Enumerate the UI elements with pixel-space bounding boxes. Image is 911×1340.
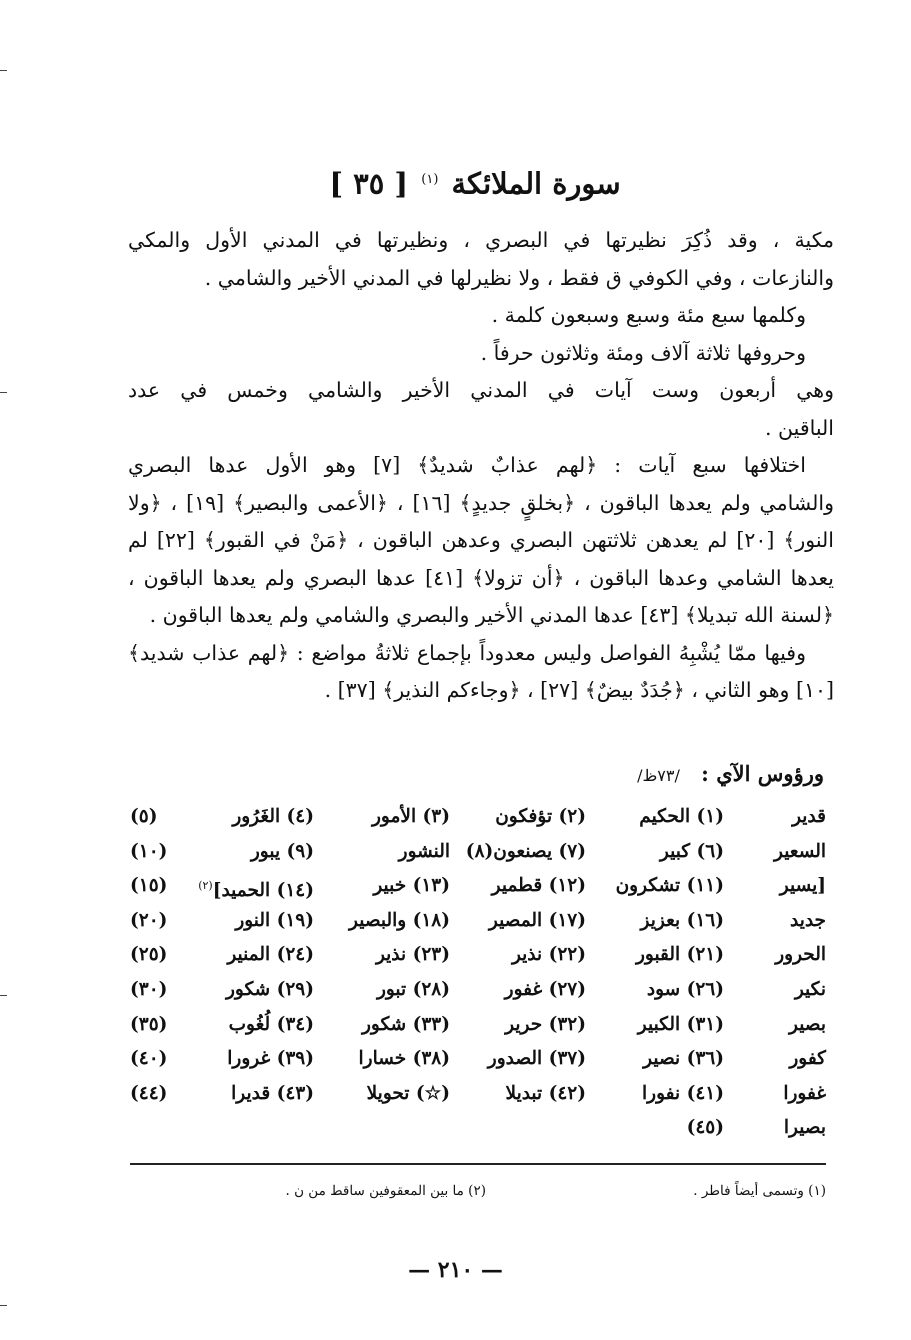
table-row — [130, 869, 826, 904]
margin-tick — [0, 392, 7, 393]
intro-line: الباقين . — [765, 415, 834, 440]
table-row — [130, 973, 826, 1008]
table-row — [130, 904, 826, 939]
table-cell: (٤٣) قديرا — [231, 1082, 314, 1104]
table-cell: (٢٨) تبور — [376, 978, 450, 1000]
table-cell: (٢٤) المنير — [227, 944, 314, 966]
table-cell: (٣٩) غرورا — [227, 1048, 314, 1070]
table-cell: (١٠) — [130, 840, 168, 862]
table-cell: (٢٠) — [130, 909, 168, 931]
table-cell: النشور — [398, 840, 450, 862]
intro-line: وهي أربعون وست آيات في المدني الأخير والشامي وخمس في عدد — [128, 378, 834, 402]
intro-line: والنازعات ، وفي الكوفي ق فقط ، ولا نظيرلها في المدني الأخير والشامي . — [204, 265, 834, 290]
table-cell: [يسير — [779, 875, 826, 897]
table-cell: الحرور — [775, 944, 826, 966]
intro-line: [١٠] وهو الثاني ، ﴿جُدَدٌ بيضٌ﴾ [٢٧] ، ﴿وجاءكم النذير﴾ [٣٧] . — [324, 678, 834, 702]
table-cell: (١٣) خبير — [373, 875, 450, 897]
table-cell: (٣١) الكبير — [637, 1013, 724, 1035]
table-cell: (٤٤) — [130, 1082, 168, 1104]
margin-tick — [0, 1305, 7, 1306]
table-row — [130, 1077, 826, 1112]
manuscript-folio-marker: /٧٣ظ/ — [637, 766, 680, 785]
table-row — [130, 1111, 826, 1146]
table-cell: (٣٤) لُغُوب — [228, 1013, 314, 1035]
table-cell: (٢٣) نذير — [375, 944, 450, 966]
surah-title-text: سورة الملائكة — [451, 166, 621, 201]
table-cell: (٤٠) — [130, 1048, 168, 1070]
table-cell: (١) الحكيم — [639, 806, 724, 827]
table-row — [130, 1008, 826, 1043]
table-row — [130, 938, 826, 973]
table-cell: (٤٢) تبديلا — [505, 1082, 586, 1104]
intro-line: اختلافها سبع آيات : ﴿لهم عذابٌ شديدٌ﴾ [٧] وهو الأول عدها البصري — [128, 453, 806, 477]
intro-line: يعدها الشامي وعدها الباقون ، ﴿أن تزولا﴾ [٤١] عدها البصري ولم يعدها الباقون ، — [128, 565, 834, 590]
table-cell: (١٨) والبصير — [349, 909, 450, 931]
table-cell: السعير — [774, 840, 826, 862]
table-cell: جديد — [789, 909, 826, 931]
table-cell: (٢٧) غفور — [504, 978, 586, 1000]
table-cell: (٣٢) حرير — [505, 1013, 586, 1035]
table-cell: (١١) تشكرون — [615, 875, 724, 897]
footnote: (١) وتسمى أيضاً فاطر . — [693, 1183, 826, 1199]
table-cell: (١٩) النور — [235, 909, 314, 931]
table-cell: (١٢) قطمير — [491, 875, 586, 897]
table-cell: (٢٩) شكور — [225, 978, 314, 1000]
intro-line: النور﴾ [٢٠] لم يعدهن ثلاثتهن البصري وعدهن الباقون ، ﴿مَنْ في القبور﴾ [٢٢] لم — [128, 528, 834, 552]
table-cell: بصير — [789, 1013, 826, 1035]
intro-line: ﴿لسنة الله تبديلا﴾ [٤٣] عدها المدني الأخير والبصري والشامي ولم يعدها الباقون . — [149, 603, 834, 627]
surah-number: [ ٣٥ ] — [329, 166, 409, 201]
table-cell: (٦) كبير — [659, 840, 724, 862]
verse-footnote-ref: (٢) — [198, 879, 213, 893]
table-cell: بصيرا — [783, 1117, 826, 1139]
table-cell: (٢٦) سود — [646, 978, 724, 1000]
table-row — [130, 835, 826, 870]
table-row — [130, 800, 826, 835]
table-cell: نكير — [794, 978, 826, 1000]
table-cell: (٣٥) — [130, 1013, 168, 1035]
table-cell: (٤) الغَرُور — [232, 806, 314, 827]
table-cell: كفور — [789, 1048, 826, 1070]
table-cell: (٣٣) شكور — [361, 1013, 450, 1035]
intro-line: وكلمها سبع مئة وسبع وسبعون كلمة . — [491, 303, 806, 327]
table-cell: (٢) تؤفكون — [495, 806, 586, 827]
intro-line: وحروفها ثلاثة آلاف ومئة وثلاثون حرفاً . — [480, 340, 806, 365]
margin-tick — [0, 995, 7, 996]
table-cell: قدير — [792, 806, 826, 827]
table-cell: (٢١) القبور — [635, 944, 724, 966]
table-cell: (٣٠) — [130, 978, 168, 1000]
table-cell: (١٦) بعزيز — [640, 909, 724, 931]
footnote-divider — [130, 1163, 826, 1165]
table-cell: (٩) يبور — [250, 840, 314, 862]
intro-text — [128, 222, 834, 710]
page-number: — ٢١٠ — — [408, 1257, 503, 1283]
verse-endings-heading — [128, 758, 824, 792]
table-cell: غفورا — [783, 1082, 826, 1104]
table-cell: (☆) تحويلا — [366, 1082, 450, 1104]
table-row — [130, 1042, 826, 1077]
surah-title — [130, 160, 820, 204]
table-cell: (٧) يصنعون(٨) — [465, 840, 586, 862]
footnote: (٢) ما بين المعقوفين ساقط من ن . — [285, 1183, 486, 1199]
title-footnote-ref: (١) — [421, 172, 439, 187]
table-cell: (٥) — [130, 806, 158, 827]
table-cell: (١٧) المصير — [488, 909, 586, 931]
intro-line: مكية ، وقد ذُكِرَ نظيرتها في البصري ، ونظيرتها في المدني الأول والمكي — [128, 228, 834, 252]
table-cell: (٣٨) خسارا — [358, 1048, 450, 1070]
table-cell: (٤٥) — [686, 1117, 724, 1139]
table-cell: (٣٦) نصير — [643, 1048, 724, 1070]
table-cell: (٣٧) الصدور — [487, 1048, 586, 1070]
margin-tick — [0, 70, 7, 71]
table-cell: (٢٥) — [130, 944, 168, 966]
intro-line: وفيها ممّا يُشْبِهُ الفواصل وليس معدوداً بإجماع ثلاثةُ مواضع : ﴿لهم عذاب شديد﴾ — [128, 640, 806, 665]
intro-line: والشامي ولم يعدها الباقون ، ﴿بخلقٍ جديدٍ﴾ [١٦] ، ﴿الأعمى والبصير﴾ [١٩] ، ﴿ولا — [128, 490, 834, 515]
table-cell: (٢٢) نذير — [511, 944, 586, 966]
verse-endings-title: ورؤوس الآي : — [701, 761, 824, 786]
verse-endings-table — [130, 800, 826, 1146]
table-cell: (١٥) — [130, 875, 168, 897]
table-cell: (٤١) نفورا — [642, 1082, 724, 1104]
table-cell-text: (١٤) الحميد] — [212, 880, 314, 902]
table-cell: (٣) الأمور — [372, 806, 450, 827]
